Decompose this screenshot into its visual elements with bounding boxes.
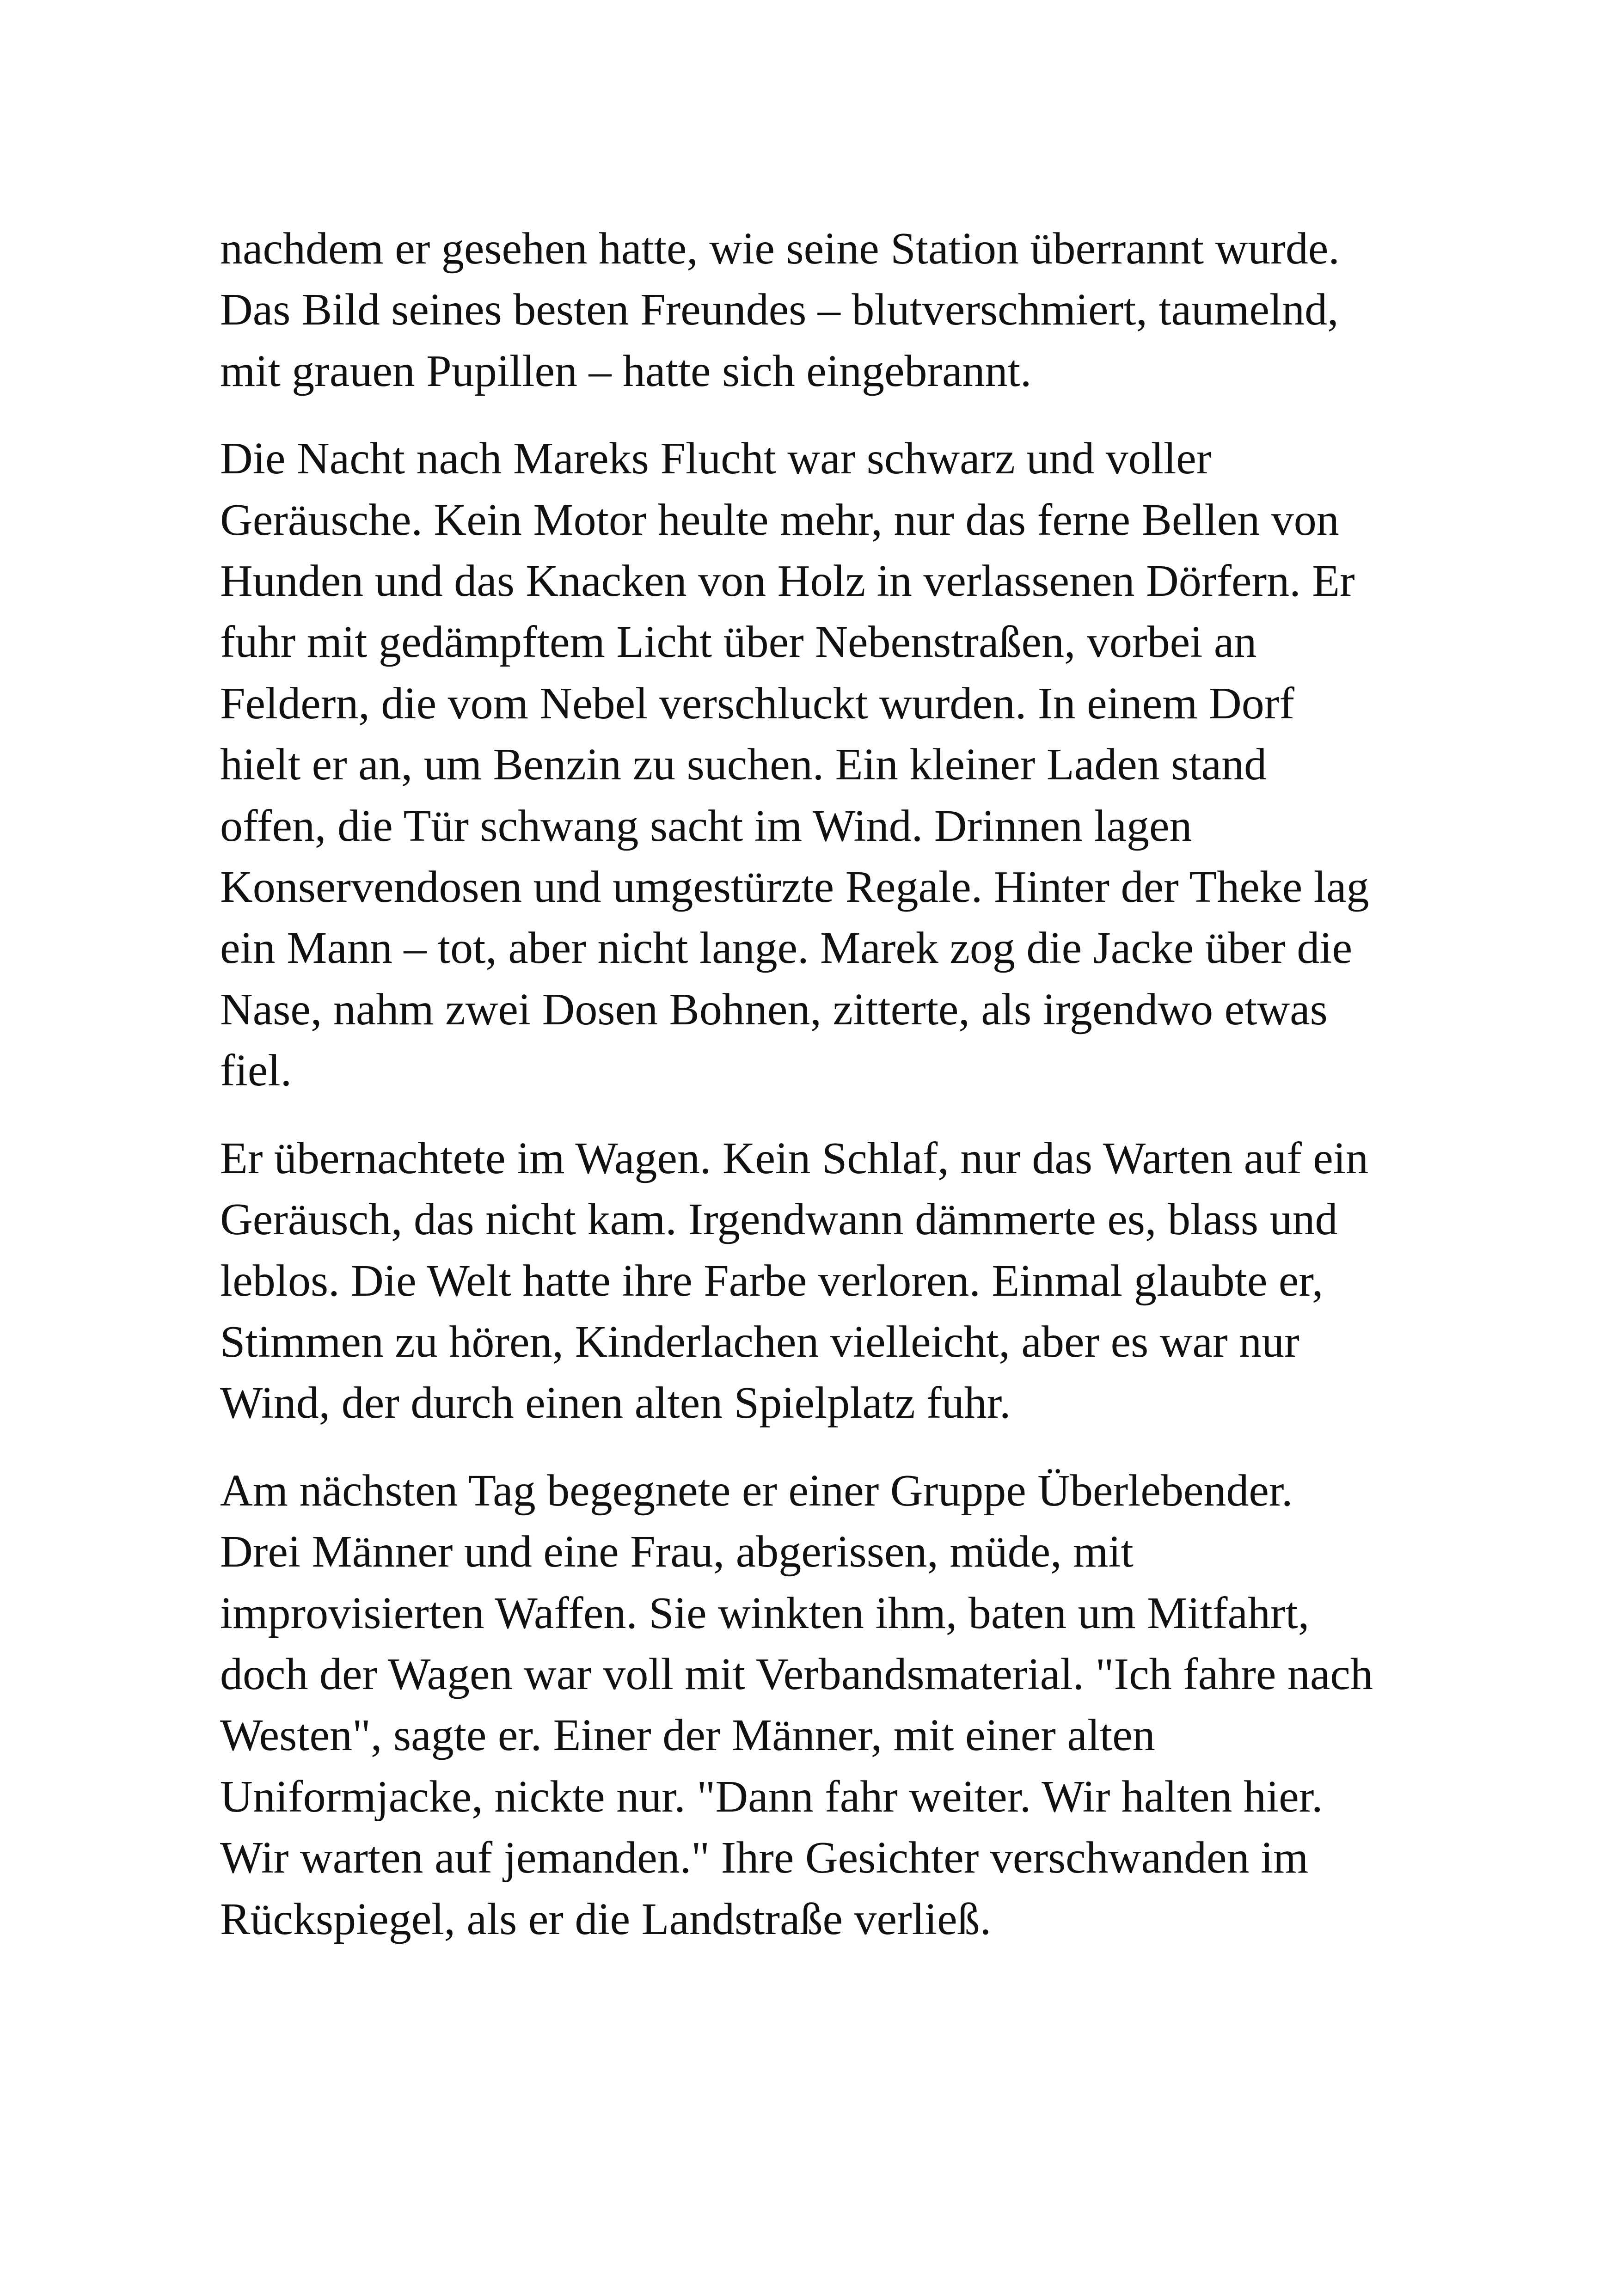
text-line: Rückspiegel, als er die Landstraße verließ. bbox=[220, 1894, 992, 1944]
text-line: offen, die Tür schwang sacht im Wind. Drinnen lagen bbox=[220, 801, 1192, 851]
text-line: hielt er an, um Benzin zu suchen. Ein kleiner Laden stand bbox=[220, 740, 1267, 790]
text-line: Feldern, die vom Nebel verschluckt wurden. In einem Dorf bbox=[220, 678, 1295, 729]
paragraph-1 bbox=[220, 218, 1422, 402]
text-line: Stimmen zu hören, Kinderlachen vielleicht, aber es war nur bbox=[220, 1316, 1299, 1367]
text-line: Am nächsten Tag begegnete er einer Gruppe Überlebender. bbox=[220, 1465, 1293, 1516]
body-text bbox=[220, 218, 1422, 1976]
text-line: Westen", sagte er. Einer der Männer, mit einer alten bbox=[220, 1710, 1155, 1761]
text-line: Hunden und das Knacken von Holz in verlassenen Dörfern. Er bbox=[220, 556, 1355, 606]
paragraph-2 bbox=[220, 428, 1422, 1101]
text-line: mit grauen Pupillen – hatte sich eingebrannt. bbox=[220, 346, 1032, 396]
text-line: leblos. Die Welt hatte ihre Farbe verloren. Einmal glaubte er, bbox=[220, 1255, 1324, 1306]
paragraph-4 bbox=[220, 1460, 1422, 1950]
text-line: fuhr mit gedämpftem Licht über Nebenstraßen, vorbei an bbox=[220, 617, 1257, 667]
text-line: Nase, nahm zwei Dosen Bohnen, zitterte, als irgendwo etwas bbox=[220, 984, 1328, 1035]
text-line: Geräusche. Kein Motor heulte mehr, nur das ferne Bellen von bbox=[220, 495, 1339, 545]
text-line: fiel. bbox=[220, 1046, 292, 1096]
text-line: ein Mann – tot, aber nicht lange. Marek zog die Jacke über die bbox=[220, 923, 1353, 974]
text-line: Er übernachtete im Wagen. Kein Schlaf, nur das Warten auf ein bbox=[220, 1133, 1369, 1183]
text-line: Die Nacht nach Mareks Flucht war schwarz und voller bbox=[220, 434, 1212, 484]
text-line: nachdem er gesehen hatte, wie seine Station überrannt wurde. bbox=[220, 224, 1340, 274]
text-line: Das Bild seines besten Freundes – blutverschmiert, taumelnd, bbox=[220, 285, 1339, 335]
text-line: Wind, der durch einen alten Spielplatz fuhr. bbox=[220, 1378, 1011, 1428]
text-line: Konservendosen und umgestürzte Regale. Hinter der Theke lag bbox=[220, 862, 1369, 912]
paragraph-3 bbox=[220, 1128, 1422, 1434]
text-line: improvisierten Waffen. Sie winkten ihm, baten um Mitfahrt, bbox=[220, 1588, 1310, 1638]
text-line: doch der Wagen war voll mit Verbandsmaterial. "Ich fahre nach bbox=[220, 1649, 1373, 1699]
text-line: Geräusch, das nicht kam. Irgendwann dämmerte es, blass und bbox=[220, 1194, 1338, 1245]
text-line: Uniformjacke, nickte nur. "Dann fahr weiter. Wir halten hier. bbox=[220, 1771, 1323, 1822]
text-line: Drei Männer und eine Frau, abgerissen, müde, mit bbox=[220, 1527, 1134, 1577]
text-line: Wir warten auf jemanden." Ihre Gesichter verschwanden im bbox=[220, 1833, 1309, 1883]
